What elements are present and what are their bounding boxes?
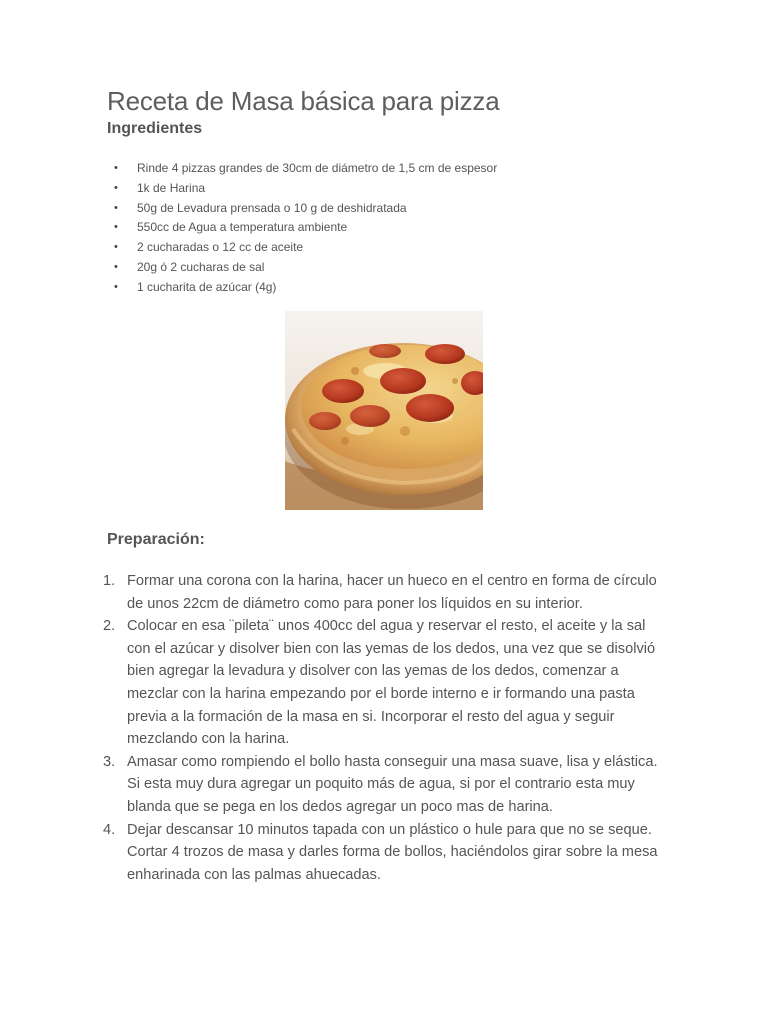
bullet-icon: • xyxy=(114,162,118,174)
step-text: Formar una corona con la harina, hacer un hueco en el centro en forma de círculo de unos 22cm de diámetro como para poner los líquidos en su interior. xyxy=(127,573,657,612)
list-item xyxy=(107,258,667,278)
step-number: 3. xyxy=(103,753,116,770)
ingredient-text: 2 cucharadas o 12 cc de aceite xyxy=(137,240,304,255)
list-item xyxy=(107,218,667,238)
bullet-icon: • xyxy=(114,181,118,194)
list-item xyxy=(107,238,667,258)
bullet-icon: • xyxy=(114,221,118,234)
bullet-icon: • xyxy=(114,201,118,214)
ingredient-text: 50g de Levadura prensada o 10 g de deshidratada xyxy=(137,200,407,215)
list-item xyxy=(107,199,667,219)
page-title: Receta de Masa básica para pizza xyxy=(107,86,500,116)
list-item xyxy=(103,615,663,751)
ingredient-text: 1 cucharita de azúcar (4g) xyxy=(137,279,277,294)
bullet-icon: • xyxy=(114,260,118,273)
step-number: 1. xyxy=(103,573,116,589)
step-text: Dejar descansar 10 minutos tapada con un plástico o hule para que no se seque. Cortar 4 trozos de masa y darles forma de bollos, haciéndolos girar sobre la mesa enharinada con las palmas ahuecadas. xyxy=(127,821,658,883)
list-item xyxy=(103,570,663,615)
ingredients-list xyxy=(107,159,667,298)
step-text: Colocar en esa ¨pileta¨ unos 400cc del agua y reservar el resto, el aceite y la sal con el azúcar y disolver bien con las yemas de los dedos, una vez que se disolvió bien agregar la levadura y disolver con las yemas de los dedos, comenzar a mezclar con la harina empezando por el borde interno e ir formando una pasta previa a la formación de la masa en si. Incorporar el resto del agua y seguir mezclando con la harina. xyxy=(127,618,656,748)
ingredients-heading: Ingredientes xyxy=(107,120,203,137)
step-number: 4. xyxy=(103,821,116,838)
list-item xyxy=(107,278,667,298)
preparation-heading: Preparación: xyxy=(107,531,205,548)
step-text: Amasar como rompiendo el bollo hasta conseguir una masa suave, lisa y elástica. Si esta muy dura agregar un poquito más de agua, si por el contrario esta muy blanda que se pega en los dedos agregar un poco mas de harina. xyxy=(127,753,658,815)
list-item xyxy=(103,819,663,887)
pizza-illustration xyxy=(285,311,483,510)
list-item xyxy=(103,751,663,819)
ingredient-text: 550cc de Agua a temperatura ambiente xyxy=(137,220,348,235)
list-item xyxy=(107,159,667,179)
ingredient-text: Rinde 4 pizzas grandes de 30cm de diámetro de 1,5 cm de espesor xyxy=(137,161,498,175)
bullet-icon: • xyxy=(114,280,118,293)
list-item xyxy=(107,179,667,199)
ingredient-text: 20g ó 2 cucharas de sal xyxy=(137,259,265,274)
preparation-steps xyxy=(103,570,663,886)
pizza-photo xyxy=(285,311,483,510)
ingredient-text: 1k de Harina xyxy=(137,180,206,195)
step-number: 2. xyxy=(103,618,116,635)
bullet-icon: • xyxy=(114,241,118,254)
